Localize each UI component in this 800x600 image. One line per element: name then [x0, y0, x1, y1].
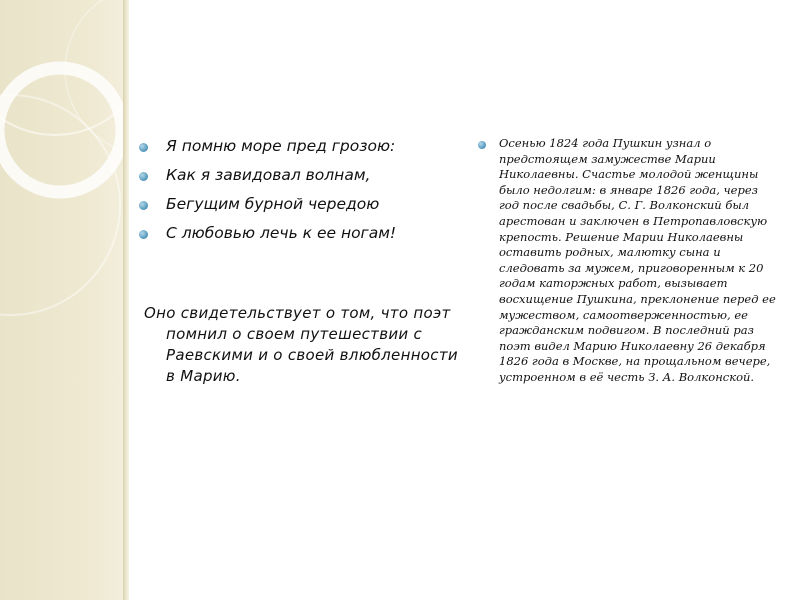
poem-line [139, 161, 469, 190]
panel-edge [123, 0, 129, 600]
bullet-icon [139, 230, 148, 239]
bullet-icon [139, 172, 148, 181]
bullet-icon [478, 141, 486, 149]
side-note [478, 136, 778, 386]
poem-line [139, 190, 469, 219]
decorative-circles [0, 0, 123, 600]
commentary-paragraph: Оно свидетельствует о том, что поэт помнил о своем путешествии с Раевскими и о своей влюбленности в Марию. [144, 304, 458, 385]
side-note-text: Осенью 1824 года Пушкин узнал о предстоящем замужестве Марии Николаевны. Счастье молодой женщины было недолгим: в январе 1826 года, через год после свадьбы, С. Г. Волконский был арестован и заключен в Петропавловскую крепость. Решение Марии Николаевны оставить родных, малютку сына и следовать за мужем, приговоренным к 20 годам каторжных работ, вызывает восхищение Пушкина, преклонение перед ее мужеством, самоотверженностью, ее гражданским подвигом. В последний раз поэт видел Марию Николаевну 26 декабря 1826 года в Москве, на прощальном вечере, устроенном в её честь З. А. Волконской. [499, 136, 776, 384]
poem-list [139, 132, 469, 248]
bullet-icon [139, 201, 148, 210]
poem-line-text: Я помню море пред грозою: [166, 137, 396, 155]
poem-line-text: С любовью лечь к ее ногам! [166, 224, 397, 242]
decorative-side-panel [0, 0, 123, 600]
poem-line-text: Бегущим бурной чередою [166, 195, 380, 213]
bullet-icon [139, 143, 148, 152]
poem-line-text: Как я завидовал волнам, [166, 166, 371, 184]
poem-line [139, 219, 469, 248]
poem-line [139, 132, 469, 161]
